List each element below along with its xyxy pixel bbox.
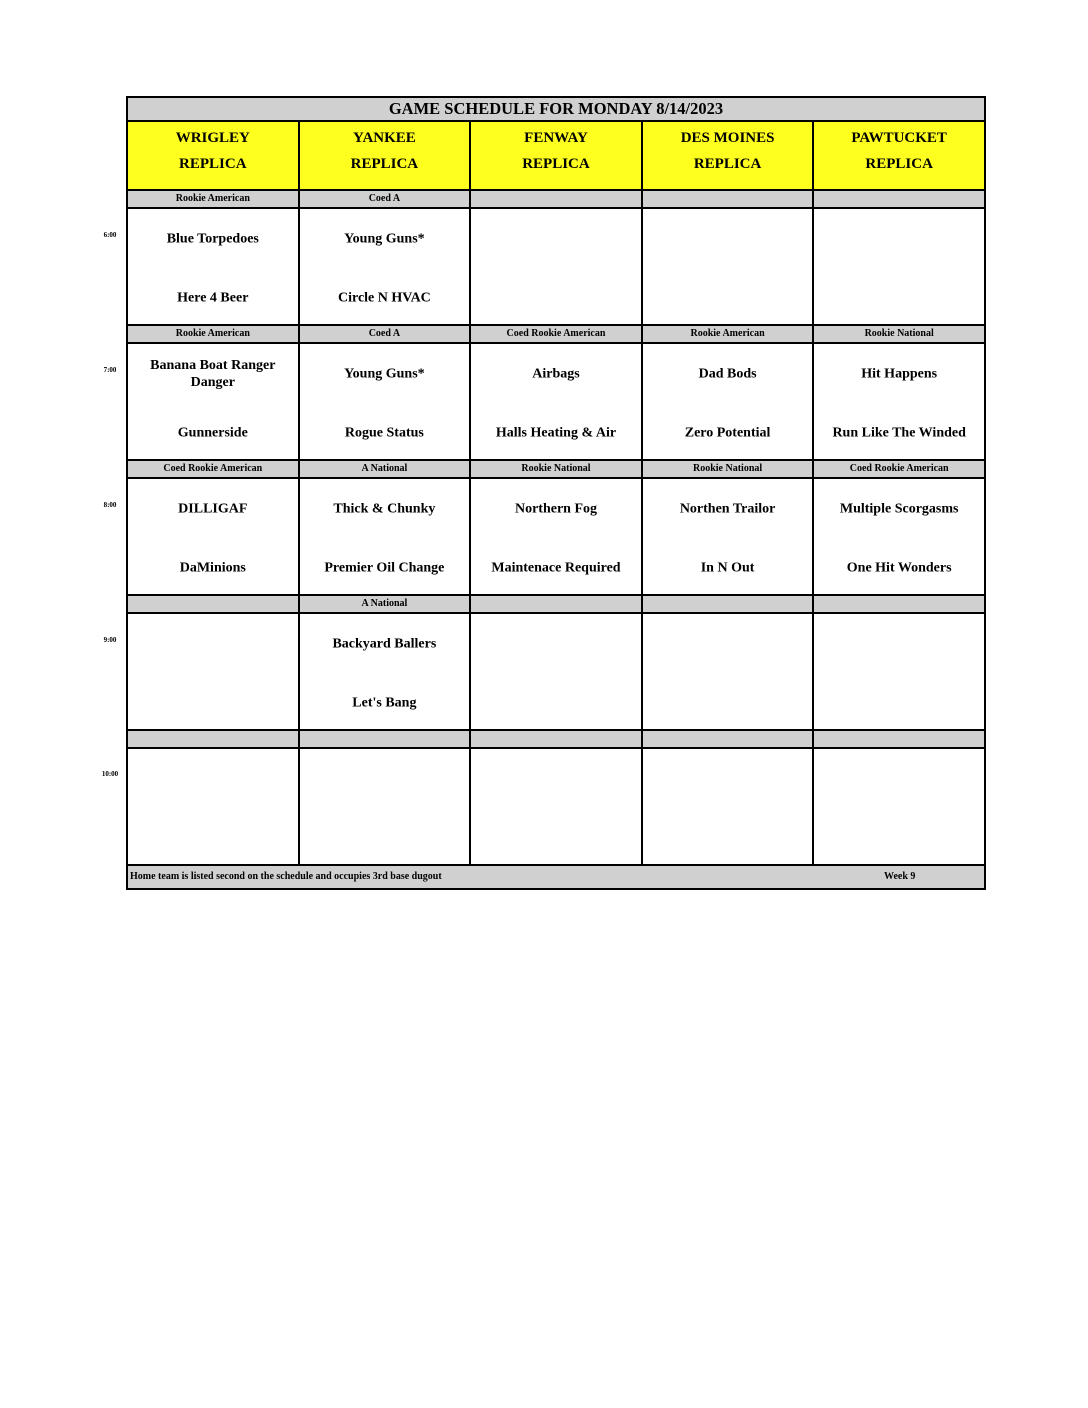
game-cell (128, 749, 300, 864)
division-label (814, 731, 984, 747)
field-name: FENWAY (524, 130, 588, 146)
home-team: In N Out (700, 560, 755, 576)
field-header (471, 122, 643, 189)
division-label (643, 191, 815, 207)
home-team: Rogue Status (344, 425, 424, 441)
home-team: One Hit Wonders (846, 560, 952, 576)
division-label (814, 191, 984, 207)
home-team-note: Home team is listed second on the schedule and occupies 3rd base dugout (130, 871, 442, 882)
game-cell (471, 749, 643, 864)
division-label (814, 596, 984, 612)
game-cell (300, 479, 472, 594)
field-header (128, 122, 300, 189)
time-label: 8:00 (103, 501, 117, 509)
division-label (128, 731, 300, 747)
game-cell (814, 614, 984, 729)
field-replica: REPLICA (693, 156, 762, 172)
home-team: Premier Oil Change (324, 560, 445, 576)
division-label: A National (300, 596, 472, 612)
division-row (128, 596, 984, 614)
home-team: Circle N HVAC (337, 290, 431, 306)
field-header (814, 122, 984, 189)
away-team: Blue Torpedoes (166, 231, 259, 247)
division-row (128, 731, 984, 749)
field-header (643, 122, 815, 189)
away-team: Northern Fog (514, 501, 597, 517)
game-cell (814, 209, 984, 324)
field-name: WRIGLEY (175, 130, 250, 146)
game-cell (300, 344, 472, 459)
game-cell (128, 614, 300, 729)
division-label: Coed A (300, 191, 472, 207)
field-name: PAWTUCKET (851, 130, 947, 146)
game-cell (643, 614, 815, 729)
schedule-footer (128, 866, 984, 888)
time-label: 6:00 (103, 231, 117, 239)
field-header (300, 122, 472, 189)
home-team: Let's Bang (352, 695, 417, 711)
division-row (128, 461, 984, 479)
away-team: Banana Boat Ranger Danger (150, 358, 276, 390)
division-row (128, 326, 984, 344)
schedule-table (126, 96, 986, 890)
away-team: Young Guns* (344, 366, 425, 382)
away-team: Northen Trailor (679, 501, 776, 517)
game-cell (471, 209, 643, 324)
time-label: 7:00 (103, 366, 117, 374)
division-label: A National (300, 461, 472, 477)
division-label (643, 731, 815, 747)
division-label: Rookie National (643, 461, 815, 477)
away-team: Hit Happens (861, 366, 938, 382)
division-label: Rookie American (128, 326, 300, 342)
division-label (128, 596, 300, 612)
division-label: Rookie National (814, 326, 984, 342)
game-cell (814, 479, 984, 594)
schedule-title: GAME SCHEDULE FOR MONDAY 8/14/2023 (128, 98, 984, 122)
game-cell (471, 344, 643, 459)
game-row (128, 479, 984, 596)
division-label: Coed Rookie American (128, 461, 300, 477)
game-cell (643, 209, 815, 324)
division-label: Coed A (300, 326, 472, 342)
away-team: Young Guns* (344, 231, 425, 247)
home-team: Halls Heating & Air (495, 425, 617, 441)
division-label: Rookie American (128, 191, 300, 207)
field-header-row (128, 122, 984, 191)
game-row (128, 614, 984, 731)
division-label: Coed Rookie American (814, 461, 984, 477)
field-replica: REPLICA (522, 156, 590, 172)
game-cell (643, 344, 815, 459)
time-label: 10:00 (101, 770, 119, 778)
division-label (471, 596, 643, 612)
game-cell (300, 209, 472, 324)
game-cell (128, 479, 300, 594)
division-label: Rookie National (471, 461, 643, 477)
game-cell (471, 479, 643, 594)
home-team: Run Like The Winded (832, 425, 966, 441)
division-label (471, 191, 643, 207)
home-team: Maintenace Required (491, 560, 621, 576)
division-label (300, 731, 472, 747)
game-cell (643, 479, 815, 594)
division-label: Rookie American (643, 326, 815, 342)
away-team: DILLIGAF (178, 501, 248, 517)
field-name: DES MOINES (680, 130, 775, 146)
game-cell (471, 614, 643, 729)
game-cell (128, 344, 300, 459)
home-team: DaMinions (179, 560, 246, 576)
game-cell (814, 344, 984, 459)
game-row (128, 209, 984, 326)
field-replica: REPLICA (179, 156, 247, 172)
field-replica: REPLICA (350, 156, 419, 172)
game-cell (128, 209, 300, 324)
home-team: Zero Potential (684, 425, 771, 441)
away-team: Multiple Scorgasms (839, 501, 959, 517)
game-cell (300, 614, 472, 729)
home-team: Here 4 Beer (177, 290, 249, 306)
division-label: Coed Rookie American (471, 326, 643, 342)
away-team: Thick & Chunky (333, 501, 436, 517)
home-team: Gunnerside (177, 425, 248, 441)
division-label (643, 596, 815, 612)
game-cell (643, 749, 815, 864)
game-row (128, 749, 984, 866)
field-name: YANKEE (352, 130, 416, 146)
game-cell (814, 749, 984, 864)
division-label (471, 731, 643, 747)
away-team: Backyard Ballers (332, 636, 437, 652)
game-row (128, 344, 984, 461)
time-label: 9:00 (103, 636, 117, 644)
week-label: Week 9 (884, 871, 916, 882)
away-team: Airbags (532, 366, 580, 382)
field-replica: REPLICA (865, 156, 933, 172)
division-row (128, 191, 984, 209)
game-cell (300, 749, 472, 864)
away-team: Dad Bods (698, 366, 757, 382)
